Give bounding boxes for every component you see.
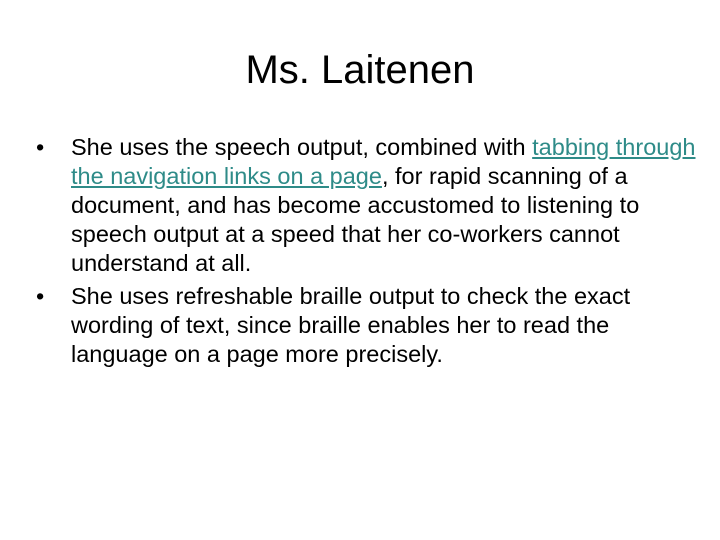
bullet-list <box>36 133 696 373</box>
bullet-icon: • <box>36 134 45 160</box>
bullet-item <box>36 282 696 369</box>
bullet-item <box>36 133 696 278</box>
slide-title: Ms. Laitenen <box>245 48 475 92</box>
bullet-text-start: She uses the speech output, combined with <box>71 134 533 160</box>
bullet-icon: • <box>36 283 45 309</box>
bullet-text-end: , for rapid scanning of a document, and has become accustomed to listening to speech output at a speed that her co-workers cannot understand at all. <box>71 163 640 276</box>
bullet-text: She uses refreshable braille output to check the exact wording of text, since braille enables her to read the language on a page more precisely. <box>71 283 631 367</box>
navigation-links-link[interactable]: tabbing through the navigation links on a page <box>71 134 696 189</box>
